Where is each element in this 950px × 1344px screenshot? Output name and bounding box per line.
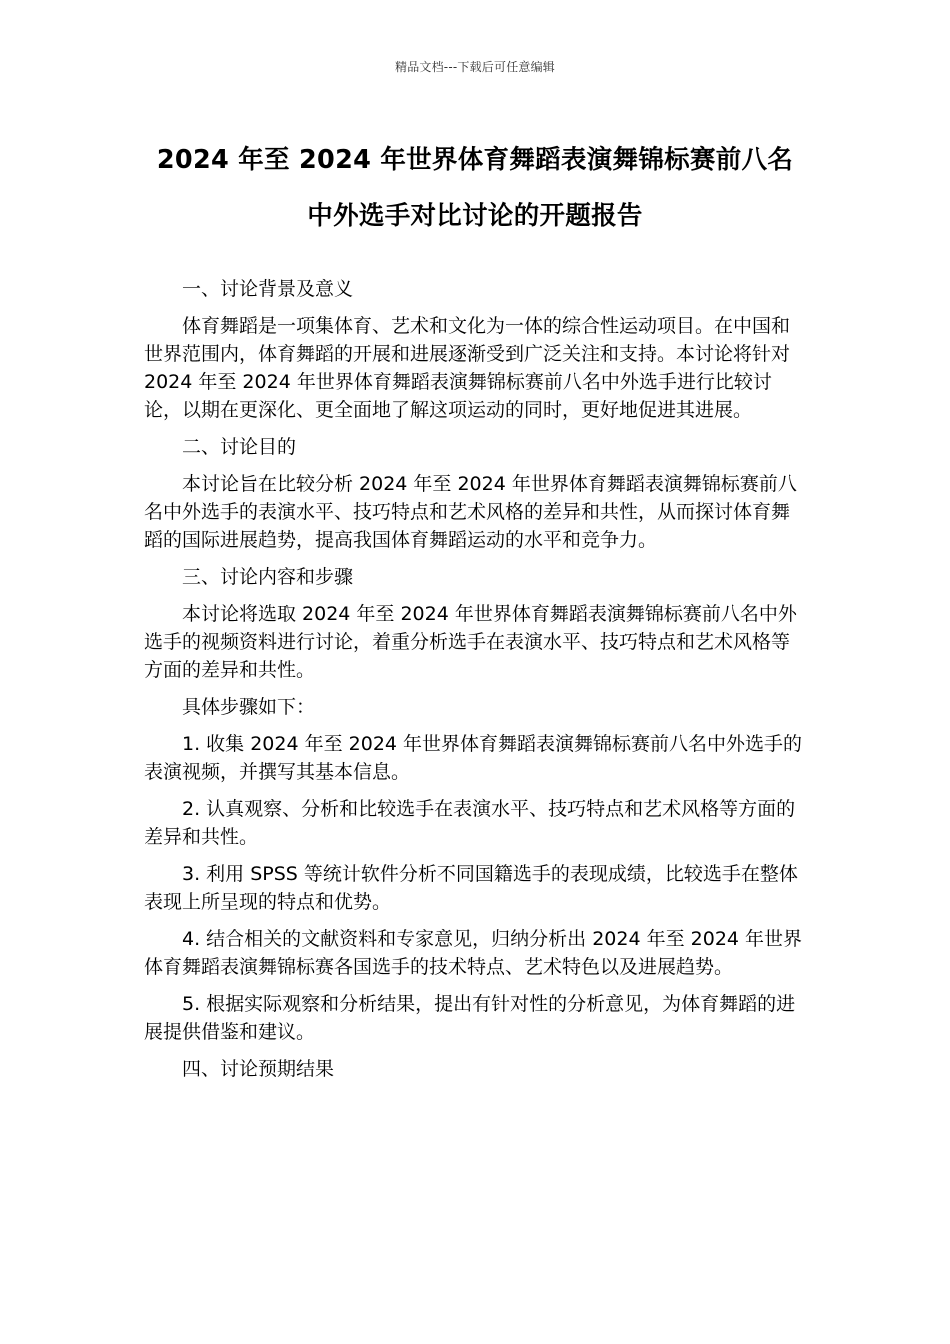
section-heading-expected-results: 四、讨论预期结果 [182,1058,335,1080]
header-note: 精品文档---下载后可任意编辑 [395,60,555,74]
steps-intro: 具体步骤如下： [182,696,316,718]
step-item-5: 5. 根据实际观察和分析结果，提出有针对性的分析意见，为体育舞蹈的进展提供借鉴和建议。 [144,993,796,1043]
step-item-4: 4. 结合相关的文献资料和专家意见，归纳分析出 2024 年至 2024 年世界体育舞蹈表演舞锦标赛各国选手的技术特点、艺术特色以及进展趋势。 [144,928,803,978]
document-title-line-2: 中外选手对比讨论的开题报告 [307,201,643,231]
document-title-line-1: 2024 年至 2024 年世界体育舞蹈表演舞锦标赛前八名 [156,145,794,175]
step-item-1: 1. 收集 2024 年至 2024 年世界体育舞蹈表演舞锦标赛前八名中外选手的表演视频，并撰写其基本信息。 [144,733,803,783]
section-heading-background: 一、讨论背景及意义 [182,278,354,300]
document-body [144,275,806,1092]
paragraph-background: 体育舞蹈是一项集体育、艺术和文化为一体的综合性运动项目。在中国和世界范围内，体育舞蹈的开展和进展逐渐受到广泛关注和支持。本讨论将针对 2024 年至 2024 年世界体育舞蹈表演舞锦标赛前八名中外选手进行比较讨论，以期在更深化、更全面地了解这项运动的同时，更好地促进其进展。 [144,315,791,421]
section-heading-purpose: 二、讨论目的 [182,436,297,458]
paragraph-content: 本讨论将选取 2024 年至 2024 年世界体育舞蹈表演舞锦标赛前八名中外选手的视频资料进行讨论，着重分析选手在表演水平、技巧特点和艺术风格等方面的差异和共性。 [144,603,797,681]
step-item-2: 2. 认真观察、分析和比较选手在表演水平、技巧特点和艺术风格等方面的差异和共性。 [144,798,796,848]
step-item-3: 3. 利用 SPSS 等统计软件分析不同国籍选手的表现成绩，比较选手在整体表现上所呈现的特点和优势。 [144,863,798,913]
paragraph-purpose: 本讨论旨在比较分析 2024 年至 2024 年世界体育舞蹈表演舞锦标赛前八名中外选手的表演水平、技巧特点和艺术风格的差异和共性，从而探讨体育舞蹈的国际进展趋势，提高我国体育舞蹈运动的水平和竞争力。 [144,473,797,551]
section-heading-content: 三、讨论内容和步骤 [182,566,354,588]
